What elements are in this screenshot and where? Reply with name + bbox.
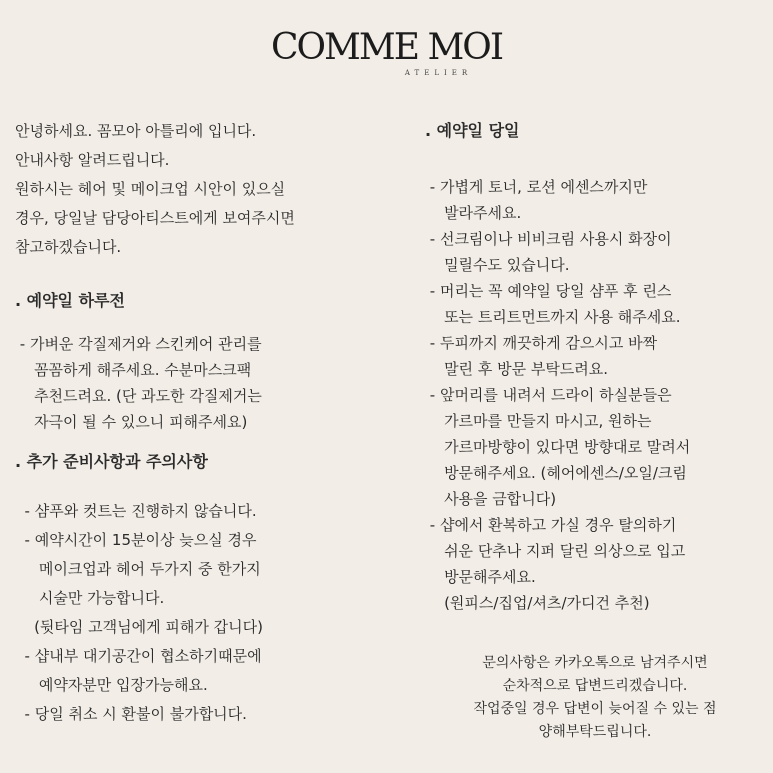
item-line: 말린 후 방문 부탁드려요. [425,360,609,378]
extra-list [15,497,385,729]
brand-subtitle: ATELIER [404,69,473,77]
list-item [15,331,385,435]
list-item [15,526,385,642]
item-line: - 샴푸와 컷트는 진행하지 않습니다. [15,502,257,520]
item-line: 발라주세요. [425,204,522,222]
item-line: - 예약시간이 15분이상 늦으실 경우 [15,531,257,549]
list-item [425,382,765,512]
item-line: - 샵에서 환복하고 가실 경우 탈의하기 [425,516,677,534]
item-line: - 당일 취소 시 환불이 불가합니다. [15,705,247,723]
list-item [425,174,765,226]
item-line: (뒷타임 고객님에게 피해가 갑니다) [15,618,263,636]
item-line: 자극이 될 수 있으니 피해주세요) [15,413,248,431]
list-item [15,700,385,729]
right-column [425,117,765,616]
list-item [425,278,765,330]
section-title-extra: . 추가 준비사항과 주의사항 [15,452,208,471]
intro-line: 안내사항 알려드립니다. [15,151,170,169]
note-line: 순차적으로 답변드리겠습니다. [502,678,688,694]
item-line: - 샵내부 대기공간이 협소하기때문에 [15,647,262,665]
list-item [15,642,385,700]
item-line: 또는 트리트먼트까지 사용 해주세요. [425,308,681,326]
item-line: 꼼꼼하게 해주세요. 수분마스크팩 [15,361,252,379]
left-column [15,117,385,729]
item-line: 방문해주세요. (헤어에센스/오일/크림 [425,464,687,482]
item-line: (원피스/집업/셔츠/가디건 추천) [425,594,650,612]
day-before-list [15,331,385,435]
item-line: 예약자분만 입장가능해요. [15,676,208,694]
item-line: - 머리는 꼭 예약일 당일 샴푸 후 린스 [425,282,672,300]
item-line: 밀릴수도 있습니다. [425,256,570,274]
item-line: 방문해주세요. [425,568,536,586]
item-line: - 선크림이나 비비크림 사용시 화장이 [425,230,672,248]
section-title-day-before: . 예약일 하루전 [15,291,125,310]
list-item [425,226,765,278]
contact-note [425,652,765,744]
list-item [15,497,385,526]
item-line: 추천드려요. (단 과도한 각질제거는 [15,387,262,405]
section-title-day-of: . 예약일 당일 [425,121,520,140]
item-line: - 가벼운 각질제거와 스킨케어 관리를 [15,335,262,353]
item-line: 쉬운 단추나 지퍼 달린 의상으로 입고 [425,542,686,560]
intro-line: 안녕하세요. 꼼모아 아틀리에 입니다. [15,122,257,140]
item-line: 사용을 금합니다) [425,490,557,508]
item-line: 메이크업과 헤어 두가지 중 한가지 [15,560,261,578]
item-line: 시술만 가능합니다. [15,589,165,607]
list-item [425,330,765,382]
brand-logo [0,28,773,77]
item-line: 가르마를 만들지 마시고, 원하는 [425,412,652,430]
item-line: - 가볍게 토너, 로션 에센스까지만 [425,178,648,196]
note-line: 작업중일 경우 답변이 늦어질 수 있는 점 [473,701,717,717]
item-line: - 두피까지 깨끗하게 감으시고 바짝 [425,334,658,352]
brand-name: COMME MOI [270,27,503,68]
intro-text [15,117,385,262]
intro-line: 참고하겠습니다. [15,238,122,256]
intro-line: 경우, 당일날 담당아티스트에게 보여주시면 [15,209,295,227]
list-item [425,512,765,616]
note-line: 문의사항은 카카오톡으로 남겨주시면 [482,655,708,671]
note-line: 양해부탁드립니다. [538,724,652,740]
item-line: - 앞머리를 내려서 드라이 하실분들은 [425,386,672,404]
item-line: 가르마방향이 있다면 방향대로 말려서 [425,438,691,456]
intro-line: 원하시는 헤어 및 메이크업 시안이 있으실 [15,180,286,198]
day-of-list [425,174,765,616]
